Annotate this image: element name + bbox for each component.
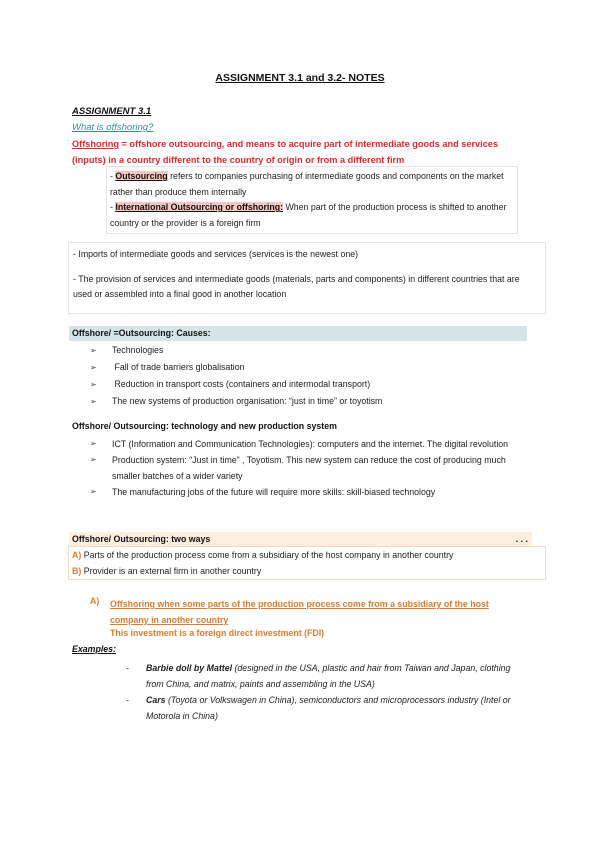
tech-list — [90, 436, 530, 500]
offshoring-definition-text: = offshore outsourcing, and means to acquire part of intermediate goods and services (inputs) in a country different to the country of origin or from a different firm — [72, 139, 499, 165]
document-title: ASSIGNMENT 3.1 and 3.2- NOTES — [215, 72, 385, 84]
way-b-text: Provider is an external firm in another country — [81, 566, 262, 576]
list-item — [90, 436, 530, 452]
causes-list — [90, 342, 530, 410]
list-item-text: Fall of trade barriers globalisation — [112, 362, 245, 372]
bullet: - — [126, 663, 129, 673]
assignment-heading: ASSIGNMENT 3.1 — [72, 106, 152, 117]
imports-line: - Imports of intermediate goods and services (services is the newest one) — [73, 249, 359, 259]
outsourcing-term: Outsourcing — [115, 171, 168, 181]
example-detail: (Toyota or Volkswagen in China), semiconductors and microprocessors industry (Intel or Motorola in China) — [146, 695, 511, 721]
arrow-icon: ➢ — [90, 397, 97, 406]
fdi-note: This investment is a foreign direct investment (FDI) — [110, 628, 325, 638]
list-item — [126, 660, 530, 692]
list-item — [90, 376, 530, 393]
ellipsis: . . . — [515, 534, 528, 544]
list-item — [90, 393, 530, 410]
outsourcing-item — [110, 169, 514, 200]
two-ways-box — [68, 546, 546, 580]
list-item — [90, 359, 530, 376]
imports-box — [68, 242, 546, 314]
two-ways-heading — [69, 532, 532, 546]
way-a — [72, 547, 542, 563]
bullet: - — [126, 695, 129, 705]
section-a-heading: Offshoring when some parts of the production process come from a subsidiary of the host company in another country — [110, 599, 489, 625]
international-outsourcing-term: International Outsourcing or offshoring: — [115, 202, 283, 212]
arrow-icon: ➢ — [90, 380, 97, 389]
way-a-text: Parts of the production process come from a subsidiary of the host company in another country — [81, 550, 454, 560]
tech-heading: Offshore/ Outsourcing: technology and new production system — [72, 421, 337, 431]
arrow-icon: ➢ — [90, 346, 97, 355]
item-prefix: - — [110, 202, 116, 212]
list-item-text: The new systems of production organisation: “just in time” or toyotism — [112, 396, 383, 406]
two-ways-heading-text: Offshore/ Outsourcing: two ways — [72, 534, 211, 544]
example-title: Cars — [146, 695, 166, 705]
question-heading: What is offshoring? — [72, 122, 154, 133]
way-b-label: B) — [72, 566, 82, 576]
list-item-text: ICT (Information and Communication Technologies): computers and the internet. The digital revolution — [112, 439, 509, 449]
provision-line: - The provision of services and intermediate goods (materials, parts and components) in different countries that are used or assembled into a final good in another location — [73, 273, 520, 299]
arrow-icon: ➢ — [90, 363, 97, 372]
arrow-icon: ➢ — [90, 439, 97, 448]
way-a-label: A) — [72, 550, 82, 560]
list-item — [126, 692, 530, 724]
international-outsourcing-item — [110, 200, 514, 231]
item-prefix: - — [110, 171, 116, 181]
international-outsourcing-text: When part of the production process is shifted to another country or the provider is a foreign firm — [110, 202, 507, 228]
list-item-text — [146, 660, 530, 692]
way-b — [72, 563, 542, 579]
list-item-text: Technologies — [112, 345, 164, 355]
causes-heading: Offshore/ =Outsourcing: Causes: — [69, 326, 527, 341]
list-item-text — [146, 692, 530, 724]
outsourcing-text: refers to companies purchasing of intermediate goods and components on the market rather than produce them internally — [110, 171, 504, 197]
section-a-label: A) — [90, 596, 100, 606]
offshoring-definition — [72, 136, 532, 168]
arrow-icon: ➢ — [90, 487, 97, 496]
outsourcing-box — [106, 166, 518, 234]
list-item-text: Production system: “Just in time” , Toyotism. This new system can reduce the cost of producing much smaller batches of a wider variety — [112, 455, 506, 481]
list-item-text: Reduction in transport costs (containers and intermodal transport) — [112, 379, 371, 389]
list-item — [90, 342, 530, 359]
examples-list — [126, 660, 530, 724]
list-item-text: The manufacturing jobs of the future will require more skills: skill-biased technology — [112, 487, 436, 497]
example-detail: (designed in the USA, plastic and hair from Taiwan and Japan, clothing from China, and matrix, paints and assembling in the USA) — [146, 663, 511, 689]
list-item — [90, 484, 530, 500]
examples-heading: Examples: — [72, 644, 117, 654]
list-item — [90, 452, 530, 484]
example-title: Barbie doll by Mattel — [146, 663, 233, 673]
arrow-icon: ➢ — [90, 455, 97, 464]
offshoring-term: Offshoring — [72, 139, 119, 149]
